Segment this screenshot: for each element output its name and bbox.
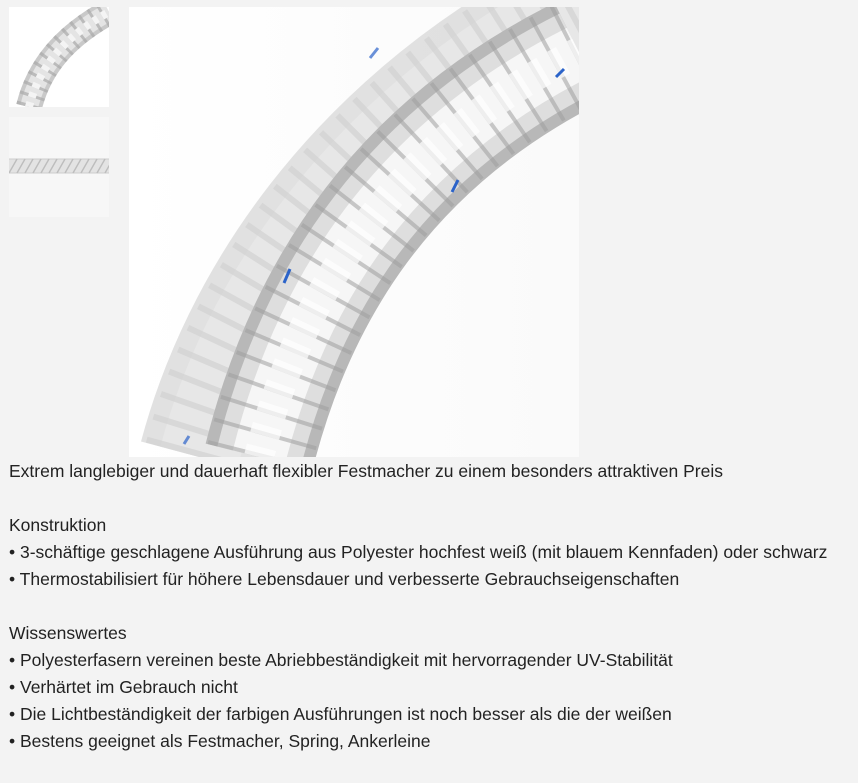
rope-closeup-image-icon bbox=[129, 7, 579, 457]
description-intro: Extrem langlebiger und dauerhaft flexibler Festmacher zu einem besonders attraktiven Preis bbox=[9, 461, 723, 481]
rope-side-view-thumbnail-icon bbox=[9, 117, 109, 217]
main-product-image[interactable] bbox=[129, 7, 579, 457]
bullet-item: • Bestens geeignet als Festmacher, Spring, Ankerleine bbox=[9, 731, 431, 751]
section-heading-wissenswertes: Wissenswertes bbox=[9, 623, 127, 643]
section-heading-konstruktion: Konstruktion bbox=[9, 515, 107, 535]
bullet-item: • Die Lichtbeständigkeit der farbigen Ausführungen ist noch besser als die der weißen bbox=[9, 704, 672, 724]
bullet-item: • 3-schäftige geschlagene Ausführung aus Polyester hochfest weiß (mit blauem Kennfaden) oder schwarz bbox=[9, 542, 828, 562]
rope-closeup-thumbnail-icon bbox=[9, 7, 109, 107]
bullet-item: • Polyesterfasern vereinen beste Abriebbeständigkeit mit hervorragender UV-Stabilität bbox=[9, 650, 673, 670]
bullet-item: • Thermostabilisiert für höhere Lebensdauer und verbesserte Gebrauchseigenschaften bbox=[9, 569, 680, 589]
spacer bbox=[9, 593, 854, 620]
thumbnail-rope-closeup[interactable] bbox=[9, 7, 109, 107]
product-description bbox=[9, 458, 854, 755]
spacer bbox=[9, 485, 854, 512]
thumbnail-rope-side-view[interactable] bbox=[9, 117, 109, 217]
bullet-item: • Verhärtet im Gebrauch nicht bbox=[9, 677, 238, 697]
